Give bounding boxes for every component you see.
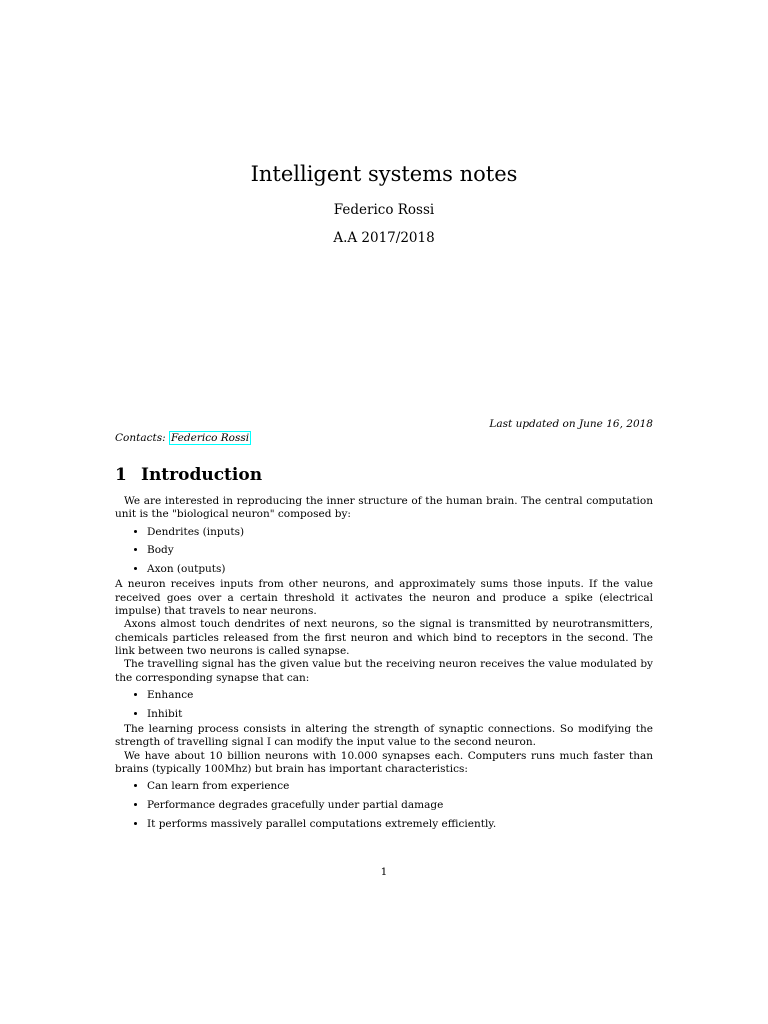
list-item: • It performs massively parallel computations extremely efficiently. bbox=[147, 818, 653, 831]
contacts-label: Contacts: bbox=[115, 432, 166, 444]
paragraph-3: Axons almost touch dendrites of next neurons, so the signal is transmitted by neurotransmitters, chemicals particles released from the first neuron and which bind to receptors in the second. The link between two neurons is called synapse. bbox=[115, 618, 653, 657]
list-item: • Enhance bbox=[147, 689, 653, 702]
section-body bbox=[115, 495, 653, 833]
list-item: • Inhibit bbox=[147, 708, 653, 721]
brain-characteristics-list bbox=[115, 780, 653, 831]
list-item: • Can learn from experience bbox=[147, 780, 653, 793]
document-author: Federico Rossi bbox=[333, 202, 435, 218]
paragraph-5: The learning process consists in altering the strength of synaptic connections. So modifying the strength of travelling signal I can modify the input value to the second neuron. bbox=[115, 722, 653, 749]
neuron-parts-list bbox=[115, 526, 653, 577]
paragraph-4: The travelling signal has the given value but the receiving neuron receives the value modulated by the corresponding synapse that can: bbox=[115, 658, 653, 684]
paragraph-1: We are interested in reproducing the inner structure of the human brain. The central computation unit is the "biological neuron" composed by: bbox=[115, 495, 653, 521]
paragraph-2: A neuron receives inputs from other neurons, and approximately sums those inputs. If the value received goes over a certain threshold it activates the neuron and produce a spike (electrical impulse) that travels to near neurons. bbox=[115, 578, 653, 618]
academic-year: A.A 2017/2018 bbox=[333, 230, 435, 246]
paragraph-6: We have about 10 billion neurons with 10.000 synapses each. Computers runs much faster than brains (typically 100Mhz) but brain has important characteristics: bbox=[115, 749, 653, 775]
contact-email-link[interactable]: Federico Rossi bbox=[170, 432, 250, 444]
section-number: 1 bbox=[115, 465, 127, 485]
section-title: Introduction bbox=[141, 465, 263, 485]
list-item: • Axon (outputs) bbox=[147, 563, 653, 576]
last-updated: Last updated on June 16, 2018 bbox=[489, 418, 653, 430]
synapse-effects-list bbox=[115, 689, 653, 721]
page-number: 1 bbox=[380, 866, 388, 878]
contacts-line bbox=[115, 432, 251, 444]
list-item: • Dendrites (inputs) bbox=[147, 526, 653, 539]
list-item: • Body bbox=[147, 544, 653, 557]
document-title: Intelligent systems notes bbox=[250, 162, 518, 186]
section-heading bbox=[115, 465, 262, 485]
list-item: • Performance degrades gracefully under partial damage bbox=[147, 799, 653, 812]
